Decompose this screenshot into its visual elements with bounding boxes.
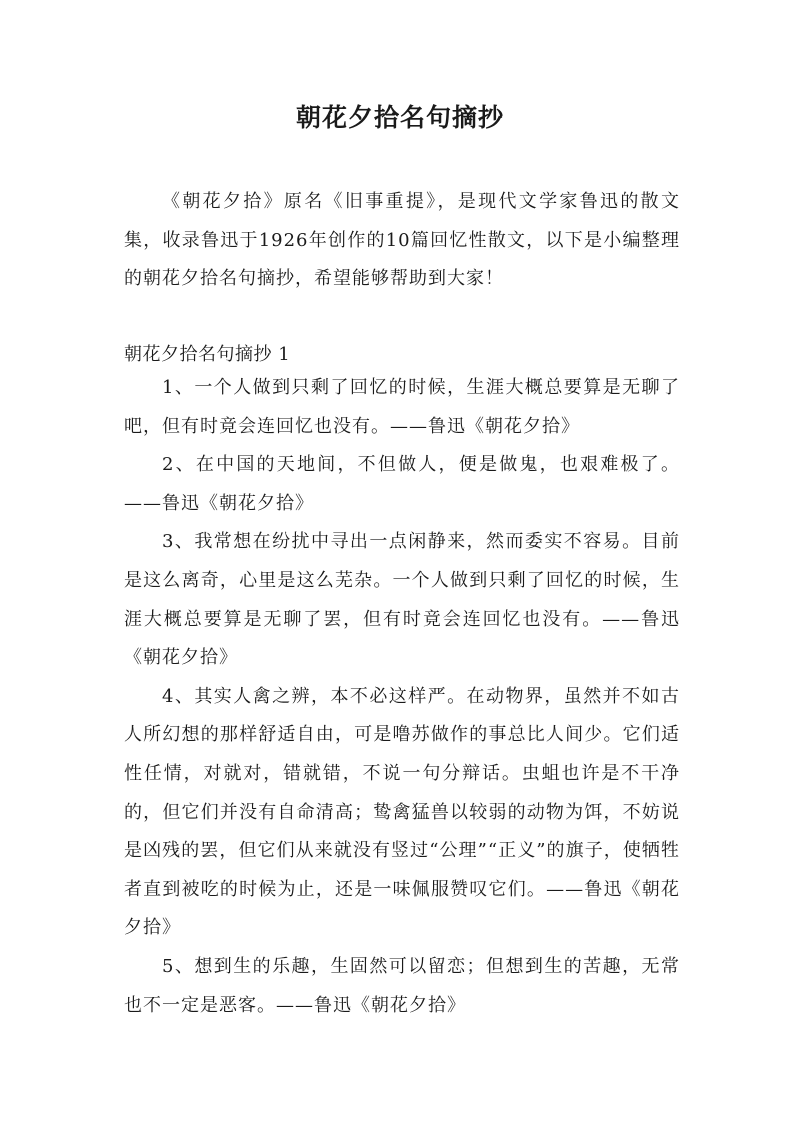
page-title: 朝花夕拾名句摘抄 — [295, 103, 504, 132]
section-heading: 朝花夕拾名句摘抄 1 — [124, 344, 291, 365]
quote-item: 5、想到生的乐趣，生固然可以留恋；但想到生的苦趣，无常也不一定是恶客。——鲁迅《朝花夕拾》 — [124, 955, 680, 1016]
intro-paragraph: 《朝花夕拾》原名《旧事重提》，是现代文学家鲁迅的散文集，收录鲁迅于1926年创作的10篇回忆性散文，以下是小编整理的朝花夕拾名句摘抄，希望能够帮助到大家！ — [124, 191, 680, 290]
quote-list — [124, 369, 680, 1025]
quote-item: 1、一个人做到只剩了回忆的时候，生涯大概总要算是无聊了吧，但有时竟会连回忆也没有。——鲁迅《朝花夕拾》 — [124, 377, 680, 437]
quote-item: 3、我常想在纷扰中寻出一点闲静来，然而委实不容易。目前是这么离奇，心里是这么芜杂。一个人做到只剩了回忆的时候，生涯大概总要算是无聊了罢，但有时竟会连回忆也没有。——鲁迅《朝花夕拾》 — [124, 531, 680, 669]
quote-item: 2、在中国的天地间，不但做人，便是做鬼，也艰难极了。——鲁迅《朝花夕拾》 — [124, 454, 680, 514]
quote-item: 4、其实人禽之辨，本不必这样严。在动物界，虽然并不如古人所幻想的那样舒适自由，可是噜苏做作的事总比人间少。它们适性任情，对就对，错就错，不说一句分辩话。虫蛆也许是不干净的，但它们并没有自命清高；鸷禽猛兽以较弱的动物为饵，不妨说是凶残的罢，但它们从来就没有竖过“公理”“正义”的旗子，使牺牲者直到被吃的时候为止，还是一味佩服赞叹它们。——鲁迅《朝花夕拾》 — [124, 685, 680, 939]
